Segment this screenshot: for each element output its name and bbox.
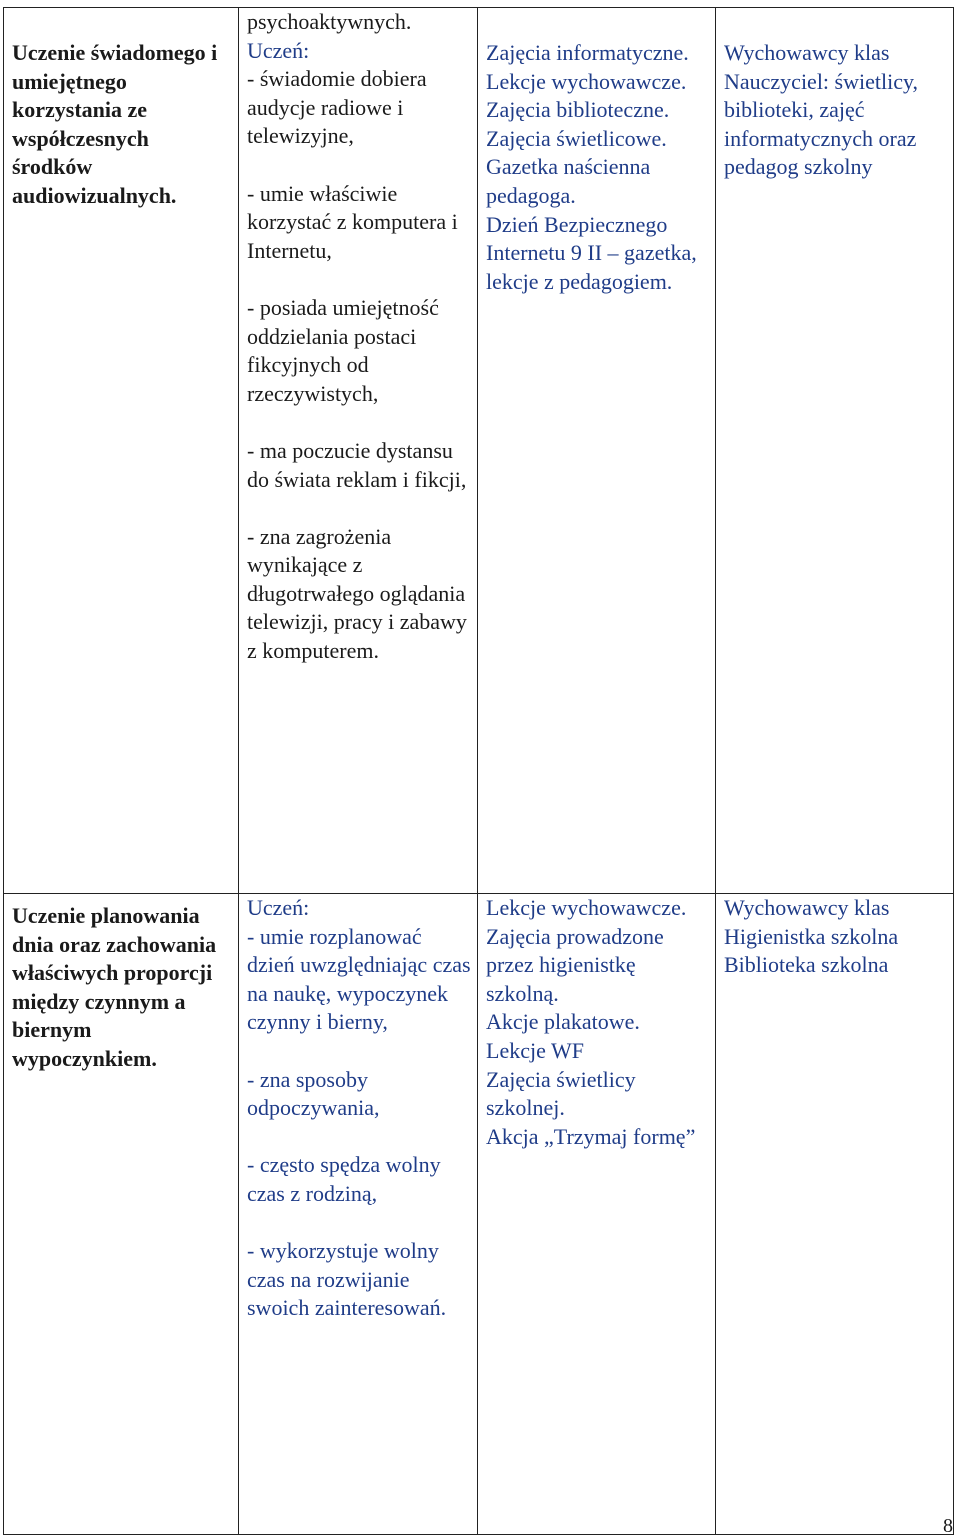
form-item: Zajęcia informatyczne. (486, 40, 689, 65)
form-item: Dzień Bezpiecznego Internetu 9 II – gazetka, lekcje z pedagogiem. (486, 211, 697, 294)
topic-text: Uczenie planowania dnia oraz zachowania właściwych proporcji między czynnym a biernym wypoczynkiem. (12, 903, 217, 1071)
topic-text: Uczenie świadomego i umiejętnego korzystania ze współczesnych środków audiowizualnych. (12, 40, 218, 208)
continuation-text: psychoaktywnych. (247, 9, 412, 34)
topic-cell (4, 894, 239, 1535)
responsible-item: Biblioteka szkolna (724, 952, 889, 978)
form-item: Lekcje wychowawcze. (486, 895, 687, 920)
form-item: Zajęcia świetlicy szkolnej. (486, 1066, 636, 1121)
form-item: Gazetka naścienna pedagoga. (486, 154, 651, 208)
outcome-item: - wykorzystuje wolny czas na rozwijanie swoich zainteresowań. (247, 1238, 447, 1321)
table-row (4, 8, 954, 894)
responsible-item: Nauczyciel: świetlicy, biblioteki, zajęć informatycznych oraz pedagog szkolny (724, 68, 919, 180)
form-item: Akcja „Trzymaj formę” (486, 1123, 696, 1149)
form-item: Zajęcia prowadzone przez higienistkę szkolną. (486, 923, 664, 1006)
outcomes-cell (239, 8, 478, 894)
responsible-item: Wychowawcy klas (724, 895, 890, 920)
page-number: 8 (943, 1515, 953, 1537)
student-label: Uczeń: (247, 895, 310, 920)
education-plan-table (3, 7, 954, 1535)
form-item: Lekcje wychowawcze. (486, 68, 687, 94)
form-item: Lekcje WF (486, 1037, 584, 1063)
table-row (4, 894, 954, 1535)
responsible-item: Higienistka szkolna (724, 923, 899, 949)
outcome-item: - zna sposoby odpoczywania, (247, 1066, 380, 1121)
outcome-item: - świadomie dobiera audycje radiowe i telewizyjne, (247, 66, 427, 149)
outcome-item: - często spędza wolny czas z rodziną, (247, 1152, 441, 1206)
student-label: Uczeń: (247, 37, 310, 63)
outcome-item: - umie właściwie korzystać z komputera i Internetu, (247, 180, 458, 263)
outcome-item: - posiada umiejętność oddzielania postaci fikcyjnych od rzeczywistych, (247, 294, 439, 406)
forms-cell (478, 894, 716, 1535)
outcome-item: - ma poczucie dystansu do świata reklam i fikcji, (247, 437, 467, 492)
form-item: Akcje plakatowe. (486, 1009, 640, 1035)
responsible-cell (716, 894, 954, 1535)
outcome-item: - zna zagrożenia wynikające z długotrwałego oglądania telewizji, pracy i zabawy z komputerem. (247, 523, 467, 664)
responsible-cell (716, 8, 954, 894)
outcomes-cell (239, 894, 478, 1535)
forms-cell (478, 8, 716, 894)
topic-cell (4, 8, 239, 894)
form-item: Zajęcia biblioteczne. (486, 97, 670, 123)
outcome-item: - umie rozplanować dzień uwzględniając czas na naukę, wypoczynek czynny i bierny, (247, 923, 471, 1035)
form-item: Zajęcia świetlicowe. (486, 125, 667, 151)
responsible-item: Wychowawcy klas (724, 40, 890, 65)
